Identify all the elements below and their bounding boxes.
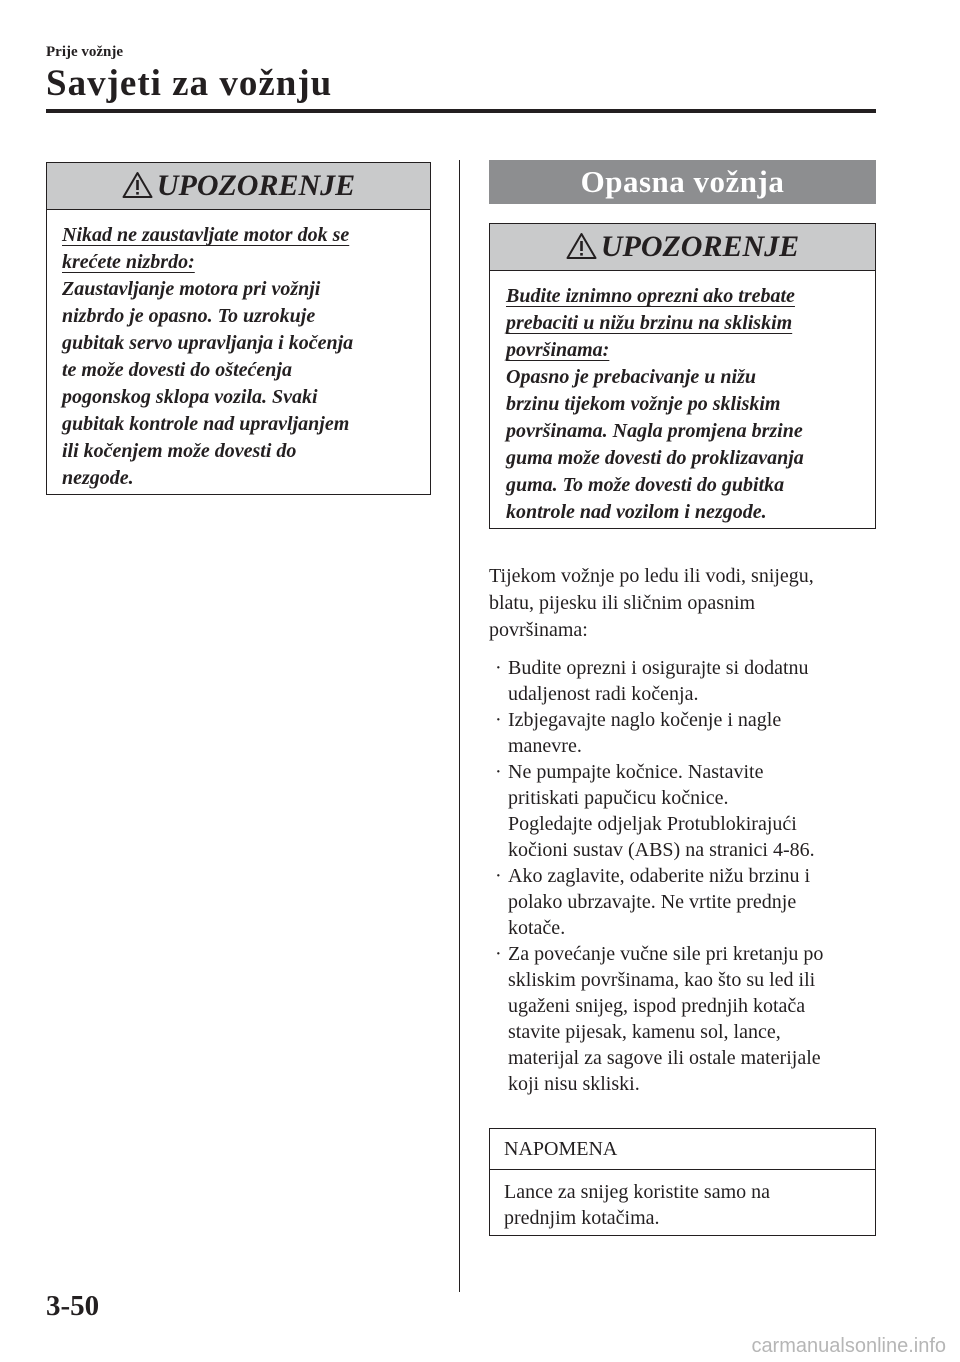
warning-text-line: guma. To može dovesti do gubitka <box>506 474 785 496</box>
list-item-line: stavite pijesak, kamenu sol, lance, <box>508 1021 781 1043</box>
warning-subheading-line: površinama: <box>506 339 610 361</box>
watermark: carmanualsonline.info <box>751 1335 946 1357</box>
list-item-line: materijal za sagove ili ostale materijale <box>508 1047 821 1069</box>
list-item-line: Budite oprezni i osigurajte si dodatnu <box>508 657 809 679</box>
list-item-line: Izbjegavajte naglo kočenje i nagle <box>508 709 782 731</box>
warning-label: UPOZORENJE <box>600 230 800 263</box>
warning-subheading-line: krećete nizbrdo: <box>62 251 195 273</box>
warning-text <box>62 276 412 492</box>
warning-text-line: nizbrdo je opasno. To uzrokuje <box>62 305 316 327</box>
list-item-line: Za povećanje vučne sile pri kretanju po <box>508 943 824 965</box>
warning-text-line: brzinu tijekom vožnje po skliskim <box>506 393 781 415</box>
warning-triangle-icon <box>122 171 153 199</box>
note-body <box>490 1170 875 1231</box>
warning-subheading <box>506 283 857 364</box>
intro-line: blatu, pijesku ili sličnim opasnim <box>489 592 756 614</box>
warning-text-line: površinama. Nagla promjena brzine <box>506 420 803 442</box>
title-rule <box>46 109 876 113</box>
list-item-line: Ne pumpajte kočnice. Nastavite <box>508 761 764 783</box>
list-item <box>489 759 876 863</box>
warning-text-line: ili kočenjem može dovesti do <box>62 440 297 462</box>
warning-box-downshift <box>489 223 876 529</box>
bullet-mark: · <box>495 865 502 887</box>
list-item-line: manevre. <box>508 735 582 757</box>
note-text-line: prednjim kotačima. <box>504 1207 660 1229</box>
list-item-line: kotače. <box>508 917 566 939</box>
warning-text-line: Opasno je prebacivanje u nižu <box>506 366 757 388</box>
intro-line: Tijekom vožnje po ledu ili vodi, snijegu, <box>489 565 814 587</box>
list-item-line: ugaženi snijeg, ispod prednjih kotača <box>508 995 806 1017</box>
list-item-line: pritiskati papučicu kočnice. <box>508 787 729 809</box>
warning-text-line: guma može dovesti do proklizavanja <box>506 447 804 469</box>
warning-header <box>490 224 875 271</box>
list-item <box>489 655 876 707</box>
list-item-line: polako ubrzavajte. Ne vrtite prednje <box>508 891 797 913</box>
list-item <box>489 707 876 759</box>
note-label: NAPOMENA <box>490 1129 875 1170</box>
warning-body <box>47 210 430 492</box>
warning-body <box>490 271 875 526</box>
bullet-mark: · <box>495 761 502 783</box>
section-label: Prije vožnje <box>46 44 124 60</box>
note-text-line: Lance za snijeg koristite samo na <box>504 1181 771 1203</box>
warning-text-line: gubitak servo upravljanja i kočenja <box>62 332 354 354</box>
warning-box-engine-stop <box>46 162 431 495</box>
bullet-mark: · <box>495 709 502 731</box>
warning-subheading-line: Budite iznimno oprezni ako trebate <box>506 285 795 307</box>
note-box <box>489 1128 876 1236</box>
list-item-line: kočioni sustav (ABS) na stranici 4-86. <box>508 839 815 861</box>
section-title-bar: Opasna vožnja <box>489 160 876 204</box>
list-item-line: udaljenost radi kočenja. <box>508 683 699 705</box>
intro-paragraph <box>489 563 876 644</box>
list-item <box>489 863 876 941</box>
page-number: 3-50 <box>46 1290 100 1322</box>
tips-list <box>489 655 876 1097</box>
warning-text-line: gubitak kontrole nad upravljanjem <box>62 413 350 435</box>
warning-text-line: nezgode. <box>62 467 134 489</box>
column-divider <box>459 160 460 1292</box>
intro-line: površinama: <box>489 619 588 641</box>
warning-triangle-icon <box>566 232 597 260</box>
list-item-line: koji nisu skliski. <box>508 1073 640 1095</box>
list-item-line: Pogledajte odjeljak Protublokirajući <box>508 813 797 835</box>
warning-text-line: te može dovesti do oštećenja <box>62 359 292 381</box>
warning-subheading <box>62 222 412 276</box>
warning-text-line: Zaustavljanje motora pri vožnji <box>62 278 321 300</box>
warning-text-line: pogonskog sklopa vozila. Svaki <box>62 386 318 408</box>
warning-text <box>506 364 857 526</box>
warning-subheading-line: Nikad ne zaustavljate motor dok se <box>62 224 350 246</box>
list-item <box>489 941 876 1097</box>
page-title: Savjeti za vožnju <box>46 63 333 104</box>
bullet-mark: · <box>495 657 502 679</box>
list-item-line: skliskim površinama, kao što su led ili <box>508 969 816 991</box>
warning-header <box>47 163 430 210</box>
list-item-line: Ako zaglavite, odaberite nižu brzinu i <box>508 865 811 887</box>
warning-label: UPOZORENJE <box>156 169 356 202</box>
bullet-mark: · <box>495 943 502 965</box>
warning-subheading-line: prebaciti u nižu brzinu na skliskim <box>506 312 793 334</box>
warning-text-line: kontrole nad vozilom i nezgode. <box>506 501 767 523</box>
